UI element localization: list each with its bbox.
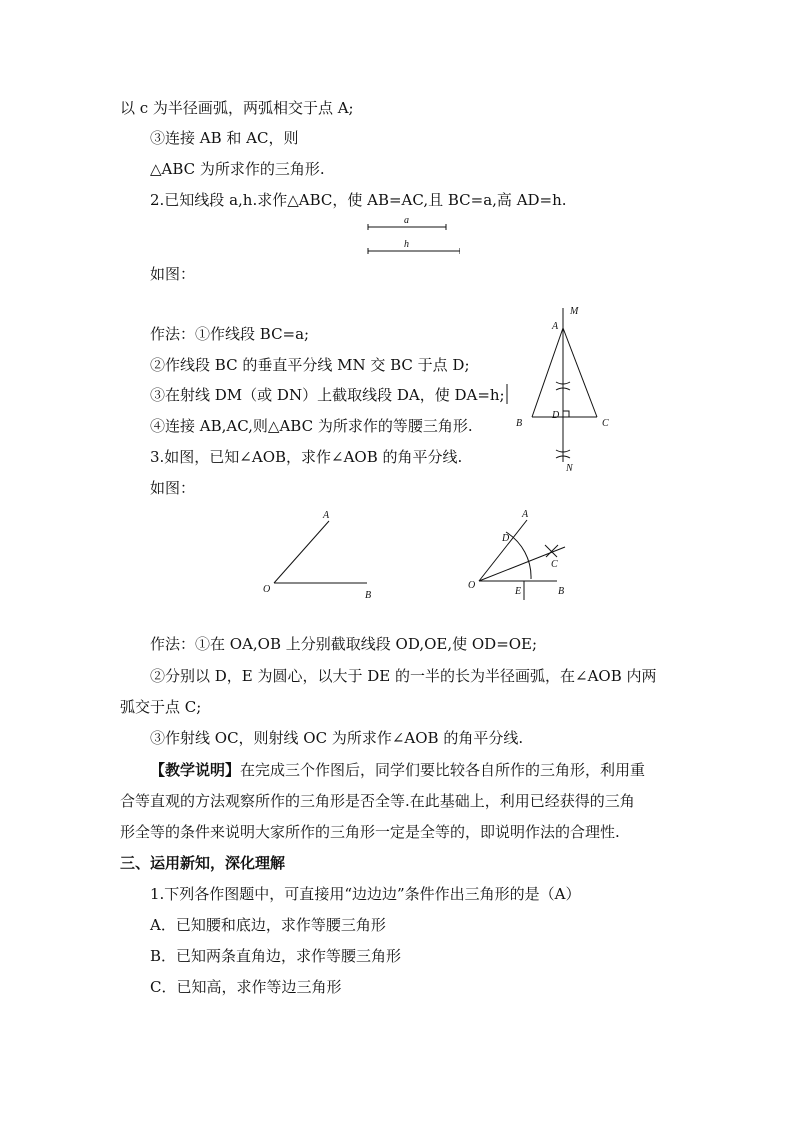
- paragraph-line: 如图：: [150, 265, 196, 283]
- question-1: 1.下列各作图题中，可直接用“边边边”条件作出三角形的是（A）: [150, 885, 581, 903]
- paragraph-line: △ABC 为所求作的三角形.: [150, 160, 325, 178]
- segment-label-h: h: [404, 239, 409, 250]
- point-label-d: D: [552, 410, 560, 421]
- paragraph-line: ③连接 AB 和 AC，则: [150, 129, 299, 147]
- point-label-c: C: [602, 418, 609, 429]
- segment-label-a: a: [404, 215, 409, 226]
- construction-step: 弧交于点 C;: [120, 698, 202, 716]
- point-label-b: B: [516, 418, 523, 429]
- bisector-label-o: O: [468, 580, 476, 591]
- point-label-a: A: [552, 321, 559, 332]
- teaching-note: [150, 760, 645, 780]
- construction-step: 作法：①在 OA,OB 上分别截取线段 OD,OE,使 OD=OE;: [150, 635, 538, 653]
- teaching-note-text: 在完成三个作图后，同学们要比较各自所作的三角形，利用重: [240, 761, 646, 779]
- point-label-m: M: [570, 306, 579, 317]
- option-a: A．已知腰和底边，求作等腰三角形: [150, 916, 386, 934]
- construction-step: ③作射线 OC，则射线 OC 为所求作∠AOB 的角平分线.: [150, 729, 524, 747]
- construction-step: 作法：①作线段 BC=a;: [150, 325, 310, 343]
- problem-3-statement: 3.如图，已知∠AOB，求作∠AOB 的角平分线.: [150, 448, 463, 466]
- bisector-label-d: D: [502, 533, 510, 544]
- problem-2-statement: 2.已知线段 a,h.求作△ABC，使 AB=AC,且 BC=a,高 AD=h.: [150, 191, 567, 209]
- teaching-note-label: 【教学说明】: [150, 761, 241, 779]
- angle-label-a: A: [323, 510, 330, 521]
- section-heading: 三、运用新知，深化理解: [120, 854, 286, 872]
- construction-step: ④连接 AB,AC,则△ABC 为所求作的等腰三角形.: [150, 417, 473, 435]
- bisector-label-e: E: [515, 586, 522, 597]
- isosceles-triangle-figure: [505, 300, 620, 475]
- construction-step: ②分别以 D，E 为圆心，以大于 DE 的一半的长为半径画弧，在∠AOB 内两: [150, 667, 657, 685]
- bisector-label-b: B: [558, 586, 565, 597]
- bisector-label-a: A: [522, 509, 529, 520]
- construction-step: ②作线段 BC 的垂直平分线 MN 交 BC 于点 D;: [150, 356, 470, 374]
- paragraph-line: 如图：: [150, 479, 196, 497]
- angle-aob-figure: [255, 500, 385, 605]
- angle-bisector-figure: [460, 500, 585, 605]
- teaching-note-line: 合等直观的方法观察所作的三角形是否全等.在此基础上，利用已经获得的三角: [120, 792, 635, 810]
- bisector-label-c: C: [551, 559, 558, 570]
- segments-figure: [360, 210, 460, 260]
- angle-label-o: O: [263, 584, 271, 595]
- angle-label-b: B: [365, 590, 372, 601]
- paragraph-line: 以 c 为半径画弧，两弧相交于点 A;: [120, 99, 354, 117]
- construction-step: ③在射线 DM（或 DN）上截取线段 DA，使 DA=h;: [150, 386, 505, 404]
- point-label-n: N: [566, 463, 573, 474]
- option-b: B．已知两条直角边，求作等腰三角形: [150, 947, 402, 965]
- teaching-note-line: 形全等的条件来说明大家所作的三角形一定是全等的，即说明作法的合理性.: [120, 823, 620, 841]
- option-c: C．已知高，求作等边三角形: [150, 978, 342, 996]
